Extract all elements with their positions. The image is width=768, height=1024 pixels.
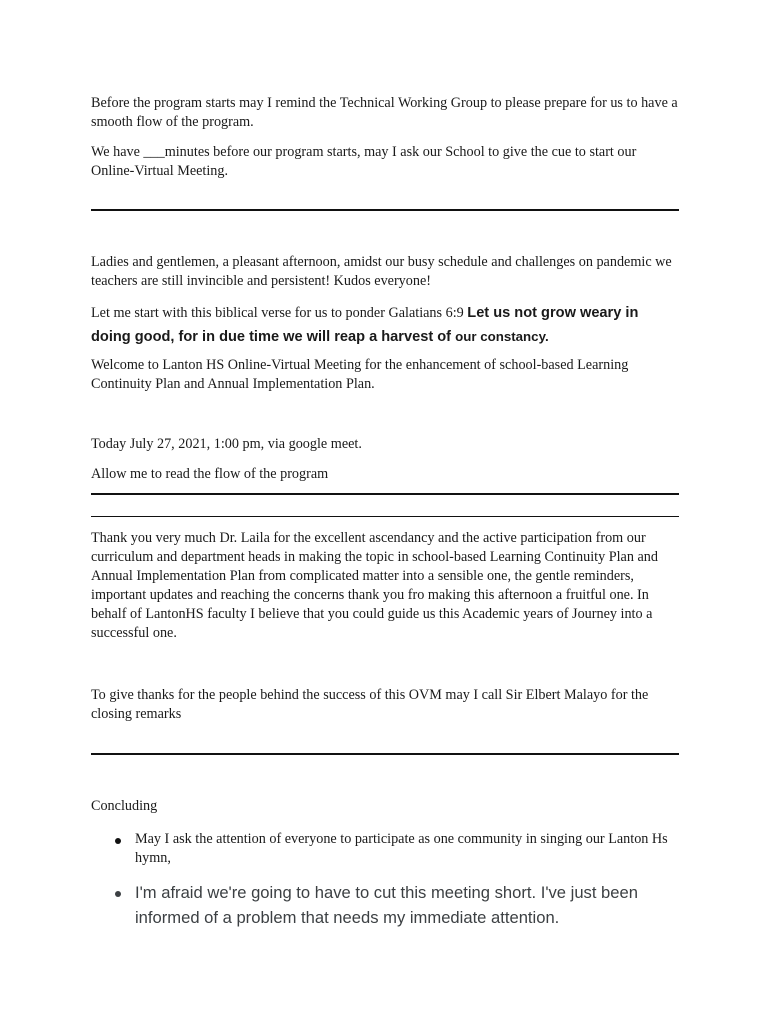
- bullet-icon: [115, 838, 121, 844]
- welcome-paragraph: Welcome to Lanton HS Online-Virtual Meeting for the enhancement of school-based Learning Continuity Plan and Annual Implementation Plan.: [91, 357, 629, 392]
- list-item-text: I'm afraid we're going to have to cut this meeting short. I've just been informed of a problem that needs my immediate attention.: [135, 883, 638, 927]
- thanks-paragraph: Thank you very much Dr. Laila for the excellent ascendancy and the active participation from our curriculum and department heads in making the topic in school-based Learning Continuity Plan and Annual Implementation Plan from complicated matter into a sensible one, the gentle reminders, important updates and reaching the concerns thank you fro making this afternoon a fruitful one. In behalf of LantonHS faculty I believe that you could guide us this Academic years of Journey into a successful one.: [91, 530, 658, 641]
- closing-call-paragraph: To give thanks for the people behind the success of this OVM may I call Sir Elbert Malayo for the closing remarks: [91, 687, 649, 722]
- bullet-icon: [115, 891, 121, 897]
- verse-intro: Let me start with this biblical verse for us to ponder Galatians 6:9: [91, 305, 468, 321]
- list-item: [91, 880, 681, 930]
- concluding-list: [91, 830, 681, 930]
- divider-line: [91, 516, 679, 517]
- verse-bold-text: Let us not grow weary in doing good, for in due time we will reap a harvest of: [91, 305, 639, 345]
- divider-line: [91, 209, 679, 211]
- list-item: [91, 830, 681, 868]
- verse-paragraph: [91, 302, 681, 349]
- divider-line: [91, 493, 679, 495]
- greeting-paragraph: Ladies and gentlemen, a pleasant afternoon, amidst our busy schedule and challenges on pandemic we teachers are still invincible and persistent! Kudos everyone!: [91, 254, 672, 289]
- date-paragraph: Today July 27, 2021, 1:00 pm, via google meet.: [91, 436, 362, 452]
- verse-bold-end: our constancy.: [455, 329, 549, 344]
- reminder-paragraph: Before the program starts may I remind the Technical Working Group to please prepare for us to have a smooth flow of the program.: [91, 95, 678, 130]
- concluding-heading: Concluding: [91, 798, 158, 814]
- flow-paragraph: Allow me to read the flow of the program: [91, 466, 329, 482]
- minutes-paragraph: We have ___minutes before our program starts, may I ask our School to give the cue to start our Online-Virtual Meeting.: [91, 144, 637, 179]
- divider-line: [91, 753, 679, 755]
- list-item-text: May I ask the attention of everyone to participate as one community in singing our Lanton Hs hymn,: [135, 831, 668, 866]
